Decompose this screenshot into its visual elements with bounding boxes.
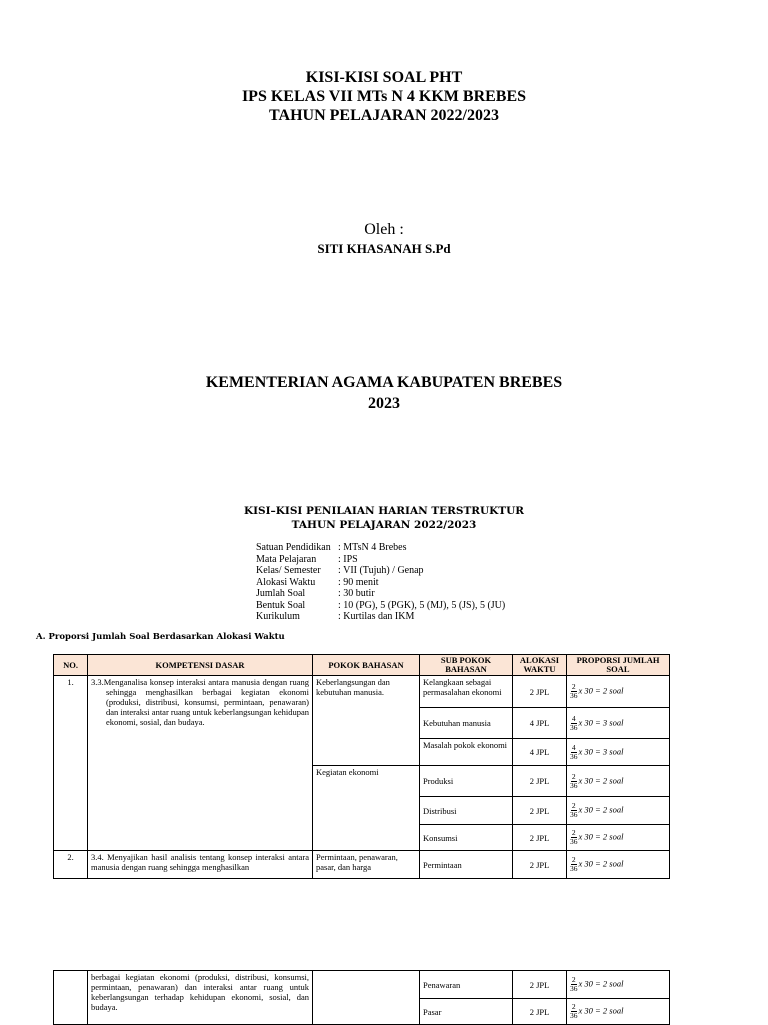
table-row: [54, 851, 670, 879]
cover-title: [0, 68, 768, 125]
fraction-den: 36: [570, 837, 578, 846]
row-proporsi: [567, 739, 670, 766]
info-value: : MTsN 4 Brebes: [338, 542, 407, 553]
fraction: [570, 683, 578, 700]
fraction-den: 36: [570, 810, 578, 819]
fraction-den: 36: [570, 780, 578, 790]
row-kd: 3.4. Menyajikan hasil analisis tentang konsep interaksi antara manusia dengan ruang sehingga menghasilkan: [88, 851, 313, 879]
row-alokasi: 2 JPL: [513, 825, 567, 851]
fraction-num: 4: [571, 742, 576, 752]
fraction: [570, 744, 578, 761]
identity-info: [256, 542, 505, 623]
fraction-num: 2: [571, 975, 576, 984]
proportion-text: x 30 = 2 soal: [578, 774, 624, 785]
table-row: [54, 676, 670, 708]
row-sub: Penawaran: [420, 971, 513, 999]
fraction-num: 2: [571, 1002, 576, 1011]
row-alokasi: 4 JPL: [513, 739, 567, 766]
row-pokok: Permintaan, penawaran, pasar, dan harga: [313, 851, 420, 879]
table-row: [54, 971, 670, 999]
cover-title-line-2: IPS KELAS VII MTs N 4 KKM BREBES: [241, 88, 527, 105]
info-value: : 10 (PG), 5 (PGK), 5 (MJ), 5 (JS), 5 (JU): [338, 599, 506, 611]
fraction: [570, 856, 578, 873]
fraction: [570, 976, 578, 993]
fraction-den: 36: [570, 864, 578, 873]
fraction-num: 2: [571, 682, 576, 691]
fraction-den: 36: [570, 984, 578, 993]
ministry-name: KEMENTERIAN AGAMA KABUPATEN BREBES: [205, 374, 563, 391]
doc-title-line-2: TAHUN PELAJARAN 2022/2023: [291, 519, 477, 531]
info-key: Satuan Pendidikan: [256, 542, 331, 553]
cover-title-line-1: KISI-KISI SOAL PHT: [305, 69, 463, 86]
proportion-text: x 30 = 2 soal: [578, 831, 624, 842]
fraction-den: 36: [570, 691, 578, 700]
row-sub: Permintaan: [420, 851, 513, 879]
fraction-den: 36: [570, 722, 578, 732]
proportion-text: x 30 = 2 soal: [578, 978, 624, 989]
row-no: 1.: [54, 676, 88, 851]
row-sub: Kelangkaan sebagai permasalahan ekonomi: [420, 676, 513, 708]
row-kd: 3.3.Menganalisa konsep interaksi antara manusia dengan ruang sehingga menghasilkan berbagai kegiatan ekonomi (produksi, distribusi, konsumsi, permintaan, penawaran) dan interaksi antar ruang untuk keberlangsungan kehidupan ekonomi, sosial, dan budaya.: [88, 676, 313, 851]
row-alokasi: 2 JPL: [513, 971, 567, 999]
cover-title-line-3: TAHUN PELAJARAN 2022/2023: [269, 107, 499, 124]
fraction-num: 2: [571, 855, 576, 864]
info-row: [256, 554, 505, 566]
info-key: Alokasi Waktu: [256, 576, 316, 588]
doc-title-line-1: KISI–KISI PENILAIAN HARIAN TERSTRUKTUR: [244, 505, 524, 517]
row-kd: berbagai kegiatan ekonomi (produksi, distribusi, konsumsi, permintaan, penawaran) dan interaksi antar ruang untuk keberlangsungan terhadap kehidupan ekonomi, sosial, dan budaya.: [88, 971, 313, 1025]
ministry-block: [0, 372, 768, 414]
info-row: [256, 600, 505, 612]
info-row: [256, 565, 505, 577]
row-alokasi: 2 JPL: [513, 851, 567, 879]
fraction: [570, 773, 578, 790]
info-value: : 30 butir: [338, 588, 375, 599]
header-alokasi: ALOKASI WAKTU: [513, 655, 567, 676]
row-proporsi: [567, 797, 670, 825]
proportion-text: x 30 = 2 soal: [578, 858, 624, 869]
row-proporsi: [567, 851, 670, 879]
row-pokok: Kegiatan ekonomi: [313, 766, 420, 851]
fraction-den: 36: [570, 751, 578, 761]
header-pokok: POKOK BAHASAN: [313, 655, 420, 676]
fraction: [570, 715, 578, 732]
proportion-text: x 30 = 3 soal: [578, 745, 624, 756]
row-alokasi: 2 JPL: [513, 999, 567, 1025]
row-sub: Produksi: [420, 766, 513, 797]
proportion-text: x 30 = 3 soal: [578, 716, 624, 727]
row-no: [54, 971, 88, 1025]
row-alokasi: 4 JPL: [513, 708, 567, 739]
header-sub-pokok: SUB POKOK BAHASAN: [420, 655, 513, 676]
proportion-table-continued: [53, 970, 670, 1025]
fraction: [570, 829, 578, 846]
fraction-num: 4: [571, 713, 576, 723]
info-key: Bentuk Soal: [256, 599, 306, 611]
row-proporsi: [567, 971, 670, 999]
info-value: : VII (Tujuh) / Genap: [338, 565, 424, 576]
section-a-heading: A. Proporsi Jumlah Soal Berdasarkan Alokasi Waktu: [36, 632, 285, 642]
header-no: NO.: [54, 655, 88, 676]
proportion-text: x 30 = 2 soal: [578, 804, 624, 815]
row-pokok: Keberlangsungan dan kebutuhan manusia.: [313, 676, 420, 766]
author-name: SITI KHASANAH S.Pd: [317, 241, 451, 256]
info-value: : IPS: [338, 553, 358, 565]
info-key: Kurikulum: [256, 611, 300, 622]
row-no: 2.: [54, 851, 88, 879]
proportion-table: [53, 654, 670, 879]
info-row: [256, 588, 505, 600]
fraction: [570, 1003, 578, 1020]
info-key: Mata Pelajaran: [256, 553, 317, 565]
fraction-num: 2: [571, 828, 576, 837]
row-proporsi: [567, 999, 670, 1025]
proportion-text: x 30 = 2 soal: [578, 685, 624, 696]
header-proporsi: PROPORSI JUMLAH SOAL: [567, 655, 670, 676]
row-sub: Distribusi: [420, 797, 513, 825]
by-label: Oleh :: [364, 221, 404, 238]
info-key: Kelas/ Semester: [256, 565, 321, 576]
info-value: : 90 menit: [338, 576, 379, 588]
ministry-year: 2023: [368, 395, 400, 412]
row-sub: Konsumsi: [420, 825, 513, 851]
header-kd: KOMPETENSI DASAR: [88, 655, 313, 676]
info-value: : Kurtilas dan IKM: [338, 611, 415, 622]
row-sub: Kebutuhan manusia: [420, 708, 513, 739]
info-key: Jumlah Soal: [256, 588, 306, 599]
row-proporsi: [567, 676, 670, 708]
info-row: [256, 577, 505, 589]
proportion-text: x 30 = 2 soal: [578, 1005, 624, 1016]
fraction: [570, 802, 578, 819]
row-alokasi: 2 JPL: [513, 766, 567, 797]
row-proporsi: [567, 766, 670, 797]
table-header-row: [54, 655, 670, 676]
row-proporsi: [567, 708, 670, 739]
fraction-num: 2: [571, 801, 576, 810]
row-sub: Masalah pokok ekonomi: [420, 739, 513, 766]
row-sub: Pasar: [420, 999, 513, 1025]
doc-title: [0, 504, 768, 532]
row-proporsi: [567, 825, 670, 851]
info-row: [256, 542, 505, 554]
row-alokasi: 2 JPL: [513, 797, 567, 825]
row-alokasi: 2 JPL: [513, 676, 567, 708]
row-pokok: [313, 971, 420, 1025]
fraction-den: 36: [570, 1011, 578, 1020]
fraction-num: 2: [571, 771, 576, 781]
info-row: [256, 611, 505, 623]
